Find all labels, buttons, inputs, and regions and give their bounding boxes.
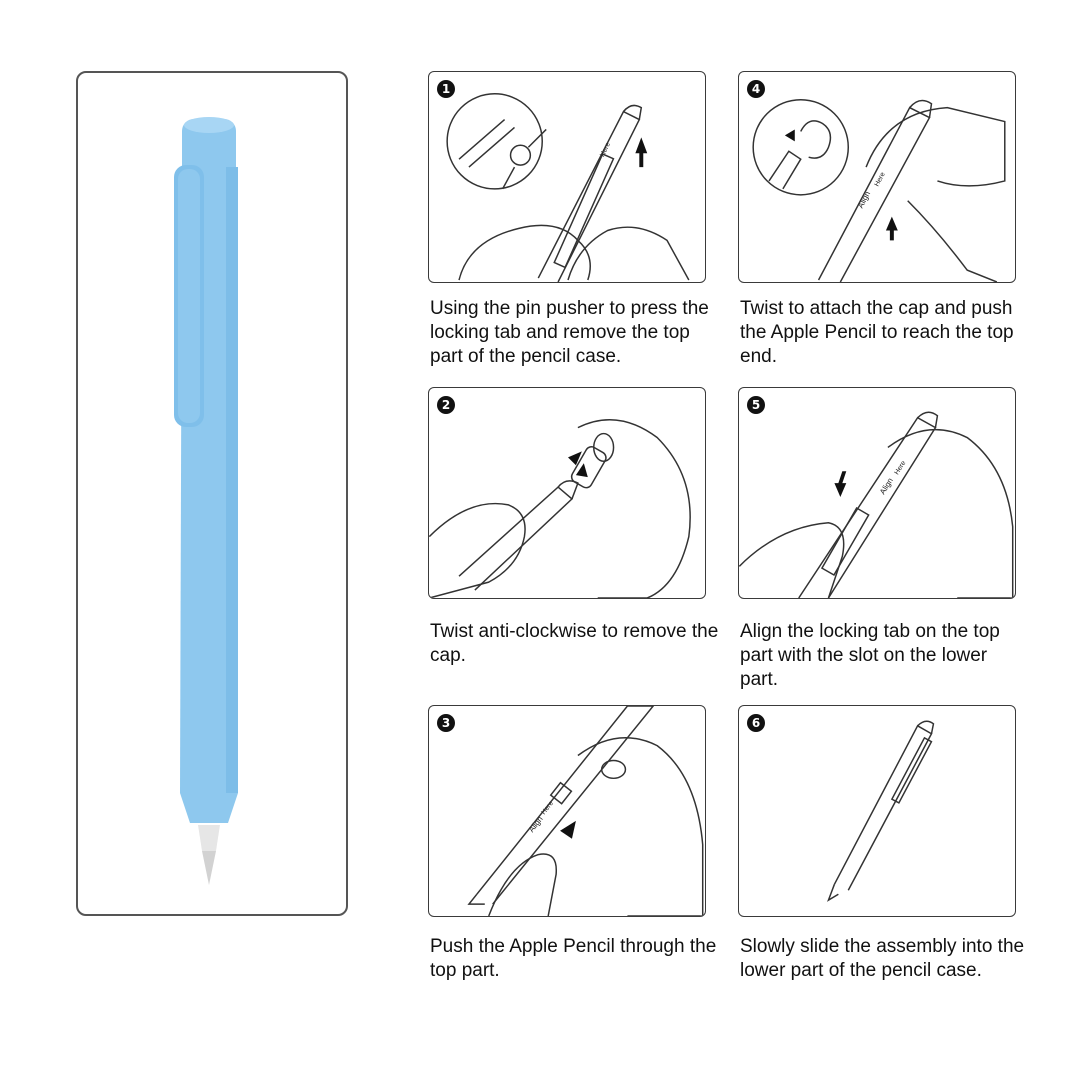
step-4-illustration	[738, 71, 1016, 283]
pencil-label: Here	[540, 800, 556, 817]
pencil-label: Here	[873, 171, 887, 188]
step-3-caption: Push the Apple Pencil through the top part.	[430, 936, 717, 981]
arrow-icon	[886, 217, 898, 241]
step-5-caption: Align the locking tab on the top part with the slot on the lower part.	[740, 621, 1000, 690]
hand-icon	[429, 504, 525, 598]
step-1-caption: Using the pin pusher to press the locking tab and remove the top part of the pencil case.	[430, 298, 709, 367]
step-6-illustration	[738, 705, 1016, 917]
hand-icon	[578, 738, 703, 916]
pencil-outline	[477, 706, 653, 904]
hand-icon	[739, 523, 843, 598]
step-1-illustration	[428, 71, 706, 283]
step-2-illustration	[428, 387, 706, 599]
step-number-badge: 4	[747, 80, 765, 98]
hand-icon	[866, 108, 1005, 186]
step-number-badge: 5	[747, 396, 765, 414]
pencil-label: Align	[526, 814, 545, 835]
pencil-label: Here	[893, 459, 908, 477]
step-2-caption: Twist anti-clockwise to remove the cap.	[430, 621, 719, 666]
pencil-outline	[459, 487, 572, 590]
pencil-outline	[799, 418, 936, 598]
pencil-outline	[819, 108, 930, 282]
arrow-icon	[635, 137, 647, 167]
product-image-panel	[76, 71, 348, 916]
step-number-badge: 6	[747, 714, 765, 732]
arrow-icon	[568, 451, 582, 465]
detail-zoom-circle	[753, 100, 848, 195]
step-3-illustration	[428, 705, 706, 917]
pencil-label: Here	[599, 141, 613, 159]
blue-pencil-case-image	[78, 73, 350, 918]
step-4-caption: Twist to attach the cap and push the Apple Pencil to reach the top end.	[740, 298, 1014, 367]
pencil-outline	[834, 726, 931, 890]
step-number-badge: 2	[437, 396, 455, 414]
pencil-label: Align	[877, 476, 895, 497]
step-6-caption: Slowly slide the assembly into the lower part of the pencil case.	[740, 936, 1025, 981]
arrow-icon	[834, 471, 846, 497]
pencil-tip	[198, 825, 220, 851]
step-number-badge: 3	[437, 714, 455, 732]
pencil-label: Align	[855, 189, 873, 210]
arrow-icon	[560, 821, 576, 839]
detail-zoom-circle	[447, 94, 542, 189]
step-number-badge: 1	[437, 80, 455, 98]
step-5-illustration	[738, 387, 1016, 599]
